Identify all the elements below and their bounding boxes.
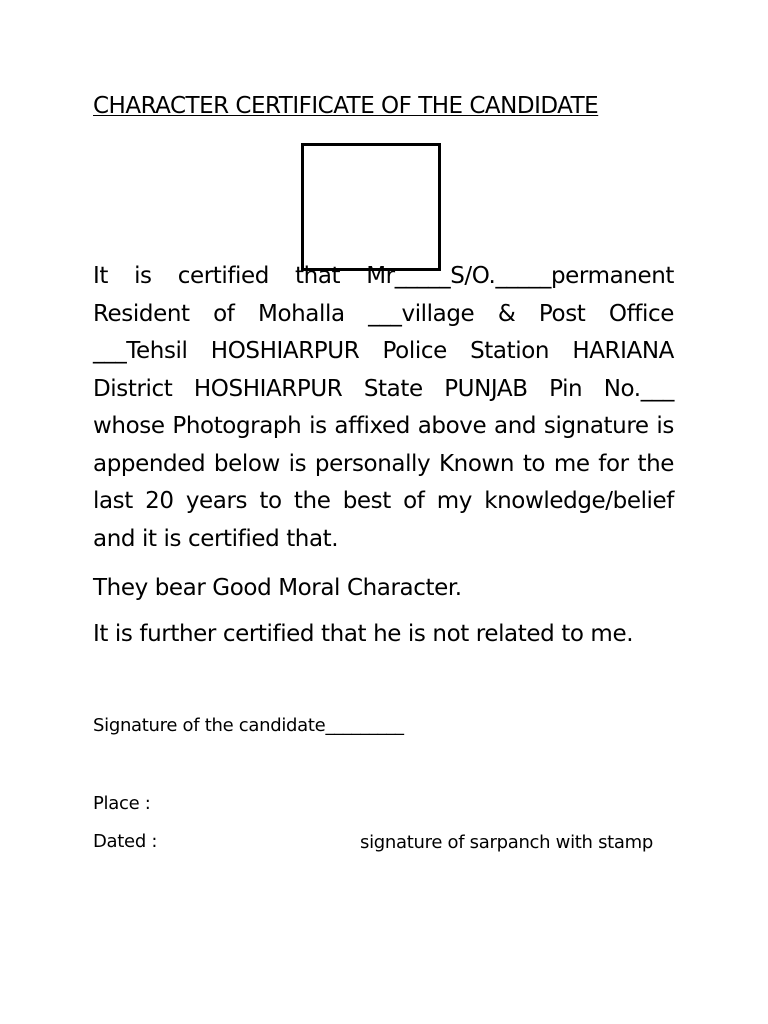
sarpanch-signature-label: signature of sarpanch with stamp [360, 832, 654, 853]
not-related-statement: It is further certified that he is not related to me. [93, 621, 634, 647]
candidate-signature-line: Signature of the candidate_________ [93, 715, 404, 736]
certificate-title: CHARACTER CERTIFICATE OF THE CANDIDATE [93, 93, 599, 119]
dated-label: Dated : [93, 831, 158, 852]
body-paragraph: It is certified that Mr_____S/O._____permanent Resident of Mohalla ___village & Post Office ___Tehsil HOSHIARPUR Police Station HARIANA District HOSHIARPUR State PUNJAB Pin No.___ whose Photograph is affixed above and signature is appended below is personally Known to me for the last 20 years to the best of my knowledge/belief and it is certified that. [93, 263, 674, 552]
certificate-body [93, 258, 674, 558]
place-label: Place : [93, 793, 151, 814]
photograph-box [301, 143, 441, 271]
moral-character-statement: They bear Good Moral Character. [93, 575, 462, 601]
